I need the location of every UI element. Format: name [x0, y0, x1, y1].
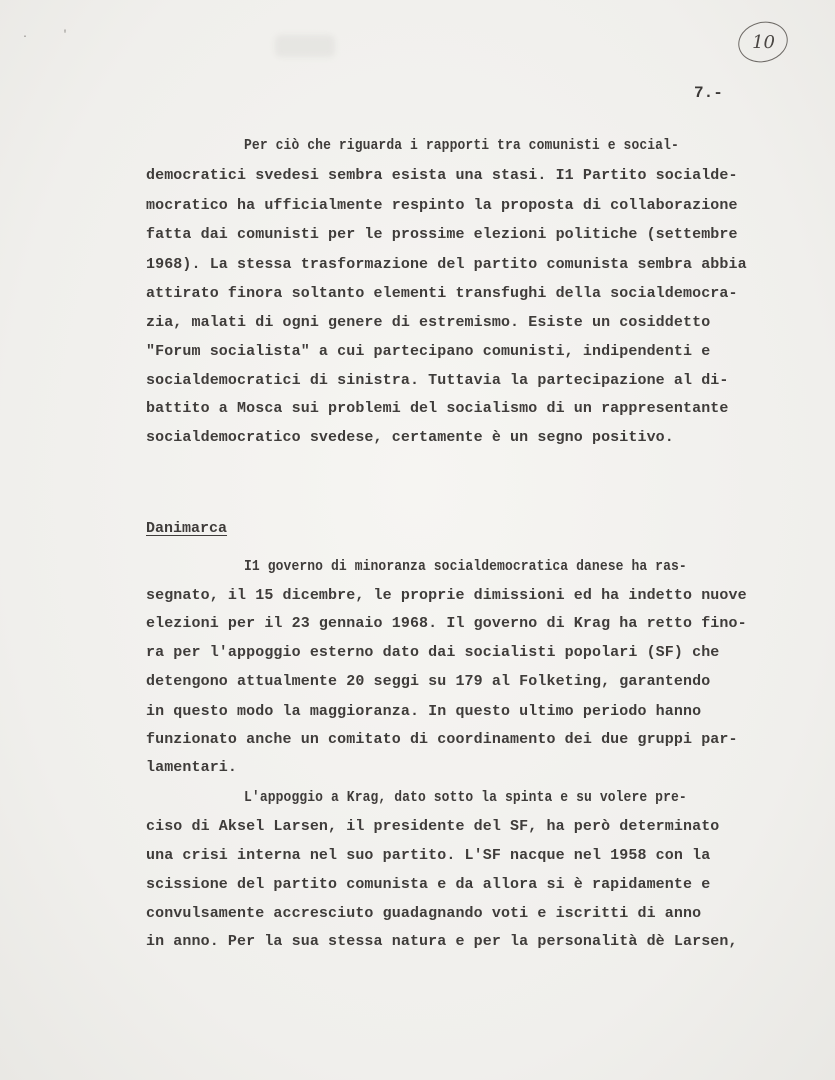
text-line: funzionato anche un comitato di coordinamento dei due gruppi par- — [146, 731, 738, 748]
text-line: in anno. Per la sua stessa natura e per la personalità dè Larsen, — [146, 933, 738, 950]
text-line: detengono attualmente 20 seggi su 179 al Folketing, garantendo — [146, 673, 711, 690]
text-line: ra per l'appoggio esterno dato dai socialisti popolari (SF) che — [146, 644, 720, 661]
text-line: zia, malati di ogni genere di estremismo. Esiste un cosiddetto — [146, 314, 711, 331]
text-line: socialdemocratici di sinistra. Tuttavia la partecipazione al di- — [146, 372, 729, 389]
section-heading-danimarca: Danimarca — [146, 520, 228, 537]
folio-stamp — [734, 17, 792, 68]
smudge-mark — [275, 35, 335, 57]
page-number: 7.- — [694, 84, 723, 102]
text-line: Per ciò che riguarda i rapporti tra comunisti e social- — [244, 137, 679, 154]
text-line: una crisi interna nel suo partito. L'SF nacque nel 1958 con la — [146, 847, 711, 864]
text-line: "Forum socialista" a cui partecipano comunisti, indipendenti e — [146, 343, 711, 360]
text-line: battito a Mosca sui problemi del socialismo di un rappresentante — [146, 400, 729, 417]
folio-number: 10 — [751, 31, 775, 53]
text-line: segnato, il 15 dicembre, le proprie dimissioni ed ha indetto nuove — [146, 587, 747, 604]
text-line: L'appoggio a Krag, dato sotto la spinta e su volere pre- — [244, 789, 687, 806]
text-line: in questo modo la maggioranza. In questo ultimo periodo hanno — [146, 703, 702, 720]
text-line: scissione del partito comunista e da allora si è rapidamente e — [146, 876, 711, 893]
text-line: elezioni per il 23 gennaio 1968. Il governo di Krag ha retto fino- — [146, 615, 747, 632]
text-line: 1968). La stessa trasformazione del partito comunista sembra abbia — [146, 256, 747, 273]
text-line: lamentari. — [146, 759, 238, 776]
text-line: democratici svedesi sembra esista una stasi. I1 Partito socialde- — [146, 167, 738, 184]
text-line: ciso di Aksel Larsen, il presidente del SF, ha però determinato — [146, 818, 720, 835]
text-line: mocratico ha ufficialmente respinto la proposta di collaborazione — [146, 197, 738, 214]
text-line: attirato finora soltanto elementi transfughi della socialdemocra- — [146, 285, 738, 302]
text-line: socialdemocratico svedese, certamente è un segno positivo. — [146, 429, 674, 446]
text-line: I1 governo di minoranza socialdemocratica danese ha ras- — [244, 558, 687, 575]
text-line: convulsamente accresciuto guadagnando voti e iscritti di anno — [146, 905, 702, 922]
corner-marks: . ' — [22, 30, 83, 41]
text-line: fatta dai comunisti per le prossime elezioni politiche (settembre — [146, 226, 738, 243]
